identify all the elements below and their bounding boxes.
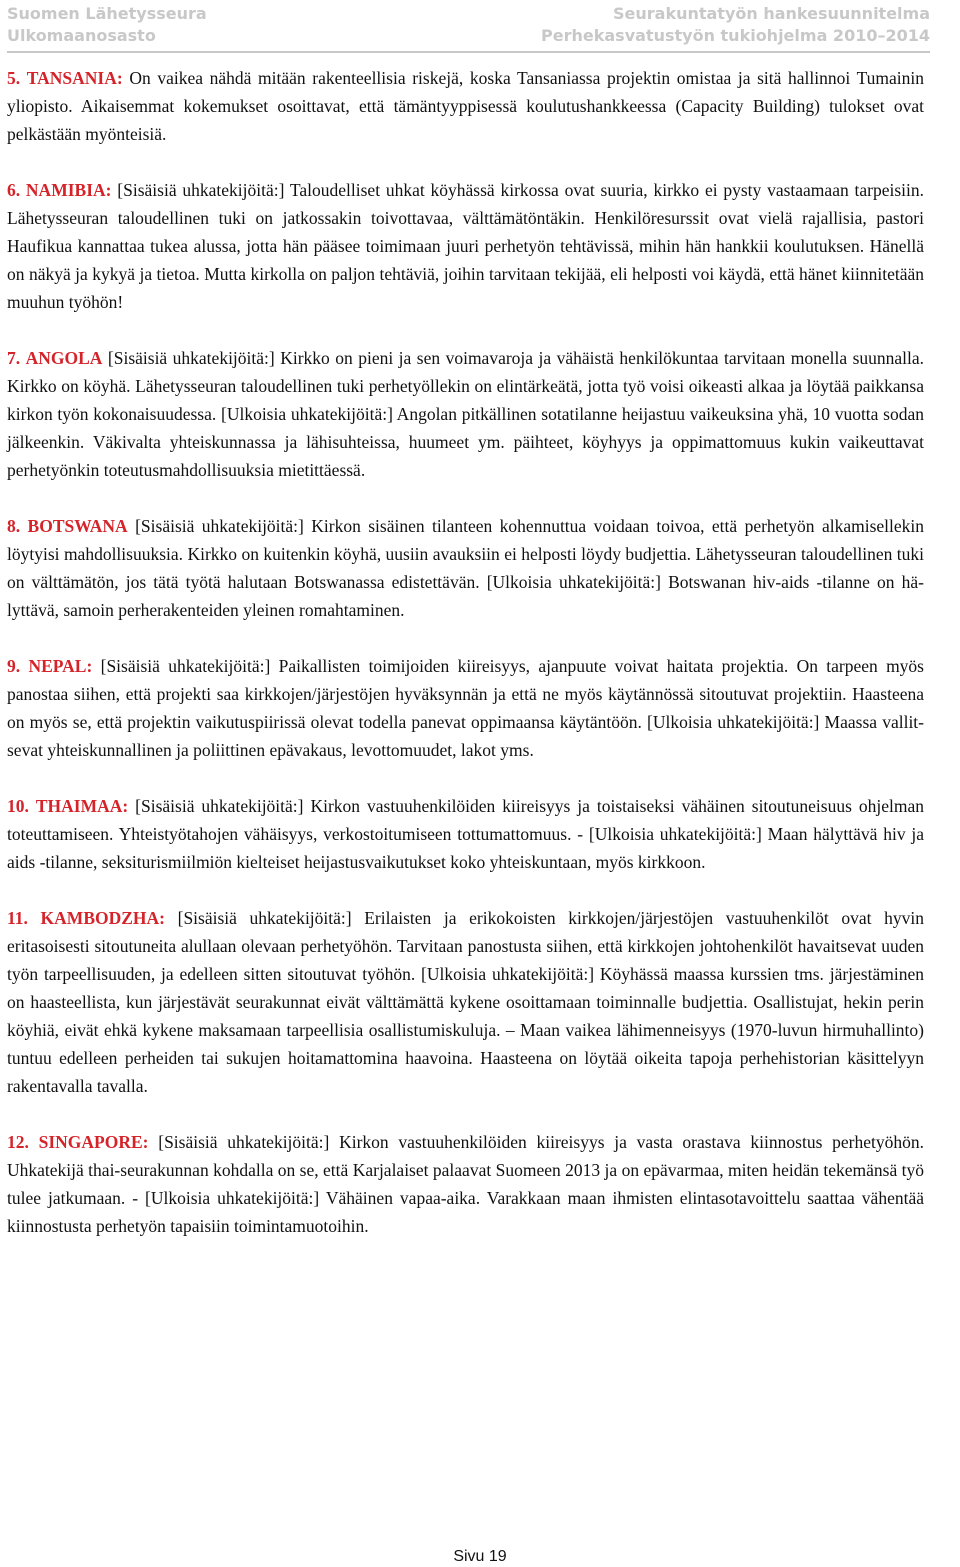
section-number: 9. <box>7 656 21 676</box>
section-number: 11. <box>7 908 28 928</box>
section-text: [Sisäisiä uhkatekijöitä:] Paikallisten toimijoiden kiireisyys, ajanpuute voivat haitata projektia. On tarpeen myös panostaa siihen, että projekti saa kirkkojen/järjestöjen hyväksynnän ja että ne myös käytännössä sitoutuvat projektiin. Haasteena on myös se, että projektin vaikutuspiirissä olevat todella panevat oppimaansa käytäntöön. [Ulkoisia uhkatekijöitä:] Maassa vallitsevat yhteiskunnallinen ja poliittinen epävakaus, levottomuudet, lakot yms. <box>7 656 924 760</box>
section-country: ANGOLA <box>25 348 103 368</box>
section-country: THAIMAA: <box>35 796 129 816</box>
section-tansania <box>7 64 924 148</box>
section-number: 6. <box>7 180 21 200</box>
document-body <box>7 64 924 1268</box>
section-botswana <box>7 512 924 624</box>
section-number: 8. <box>7 516 21 536</box>
organization-name: Suomen Lähetysseura <box>7 4 207 23</box>
section-text: [Sisäisiä uhkatekijöitä:] Taloudelliset uhkat köyhässä kirkossa ovat suuria, kirkko ei pysty vastaamaan tarpeisiin. Lähetysseuran taloudellinen tuki on jatkossakin toivottavaa, välttämätöntäkin. Henkilöresurssit ovat vielä rajallisia, pastori Haufikua kannattaa tukea alussa, jotta hän pääsee toimimaan juuri perhetyön tehtävissä, mihin hän hankkii koulutuksen. Hänellä on näkyä ja kykyä ja tietoa. Mutta kirkolla on paljon tehtäviä, joihin tarvitaan tekijää, eli helposti voi käydä, että hänet kiinnitetään muuhun työhön! <box>7 180 924 312</box>
section-text: [Sisäisiä uhkatekijöitä:] Kirkon vastuuhenkilöiden kiireisyys ja vasta orastava kiinnostus perhetyöhön. Uhkatekijä thai-seurakunnan kohdalla on se, että Karjalaiset palaavat Suomeen 2013 ja on epävarmaa, miten heidän tekemänsä työ tulee jatkumaan. - [Ulkoisia uhkatekijöitä:] Vähäinen vapaa-aika. Varakkaan maan ihmisten elintasotavoittelu saattaa vähentää kiinnostusta perhetyön tapaisiin toimintamuotoihin. <box>7 1132 924 1236</box>
page-number: Sivu 19 <box>453 1548 507 1565</box>
section-namibia <box>7 176 924 316</box>
header-divider <box>7 51 930 53</box>
section-angola <box>7 344 924 484</box>
department-name: Ulkomaanosasto <box>7 26 156 45</box>
section-number: 12. <box>7 1132 29 1152</box>
section-kambodzha <box>7 904 924 1100</box>
section-country: SINGAPORE: <box>38 1132 149 1152</box>
section-number: 10. <box>7 796 29 816</box>
section-number: 7. <box>7 348 21 368</box>
document-title: Seurakuntatyön hankesuunnitelma <box>612 4 930 23</box>
section-number: 5. <box>7 68 21 88</box>
section-country: NAMIBIA: <box>25 180 112 200</box>
section-country: TANSANIA: <box>26 68 123 88</box>
section-text: On vaikea nähdä mitään rakenteellisia riskejä, koska Tansaniassa projektin omistaa ja sitä hallinnoi Tumainin yliopisto. Aikaisemmat kokemukset osoittavat, että tämäntyyppisessä koulutushankkeessa (Capacity Building) tulokset ovat pelkästään myönteisiä. <box>7 68 925 144</box>
section-text: [Sisäisiä uhkatekijöitä:] Erilaisten ja erikokoisten kirkkojen/järjestöjen vastuuhenkilöt ovat hyvin eritasoisesti sitoutuneita alullaan olevaan perhetyöhön. Tarvitaan panostusta siihen, että kirkkojen johtohenkilöt havaitsevat uuden työn tarpeellisuuden, ja edelleen sitten sitoutuvat työhön. [Ulkoisia uhkatekijöitä:] Köyhässä maassa kurssien tms. järjestäminen on haasteellista, kun järjestävät seurakunnat eivät välttämättä kykene osoittamaan toiminnalle budjettia. Osallistujat, hekin perin köyhiä, eivät ehkä kykene maksamaan tarpeellisia osallistumiskuluja. – Maan vaikea lähimenneisyys (1970-luvun hirmuhallinto) tuntuu edelleen perheiden tai sukujen hoitamattomina haavoina. Haasteena on löytää oikeita tapoja perhehistorian käsittelyyn rakentavalla tavalla. <box>7 908 924 1096</box>
section-text: [Sisäisiä uhkatekijöitä:] Kirkon vastuuhenkilöiden kiireisyys ja toistaiseksi vähäinen sitoutuneisuus ohjelman toteuttamiseen. Yhteistyötahojen vähäisyys, verkostoitumiseen tottumattomuus. - [Ulkoisia uhkatekijöitä:] Maan hälyttävä hiv ja aids -tilanne, seksiturismiilmiön kielteiset heijastusvaikutukset koko yhteiskuntaan, myös kirkkoon. <box>7 796 924 872</box>
section-country: NEPAL: <box>28 656 93 676</box>
section-thaimaa <box>7 792 924 876</box>
section-text: [Sisäisiä uhkatekijöitä:] Kirkko on pieni ja sen voimavaroja ja vähäistä henkilökuntaa tarvitaan monella suunnalla. Kirkko on köyhä. Lähetysseuran taloudellinen tuki perhetyöllekin on elintärkeätä, jotta työ voisi oikeasti alkaa ja löytää paikkansa kirkon työn kokonaisuudessa. [Ulkoisia uhkatekijöitä:] Angolan pitkällinen sotatilanne heijastuu vaikeuksina yhä, 10 vuotta sodan jälkeenkin. Väkivalta yhteiskunnassa ja lähisuhteissa, huumeet ym. päihteet, köyhyys ja oppimattomuus kukin vaikeuttavat perhetyönkin toteutusmahdollisuuksia mietittäessä. <box>7 348 925 480</box>
section-singapore <box>7 1128 924 1240</box>
section-nepal <box>7 652 924 764</box>
document-subtitle: Perhekasvatustyön tukiohjelma 2010–2014 <box>541 26 930 45</box>
section-text: [Sisäisiä uhkatekijöitä:] Kirkon sisäinen tilanteen kohennuttua voidaan toivoa, että perhetyön alkamisellekin löytyisi mahdollisuuksia. Kirkko on kuitenkin köyhä, uusiin avauksiin ei helposti löydy budjettia. Lähetysseuran taloudellinen tuki on välttämätön, jos tätä työtä halutaan Botswanassa edistettävän. [Ulkoisia uhkatekijöitä:] Botswanan hiv-aids -tilanne on hälyttävä, samoin perherakenteiden yleinen romahtaminen. <box>7 516 924 620</box>
section-country: BOTSWANA <box>27 516 128 536</box>
page-header <box>0 0 960 58</box>
section-country: KAMBODZHA: <box>40 908 165 928</box>
